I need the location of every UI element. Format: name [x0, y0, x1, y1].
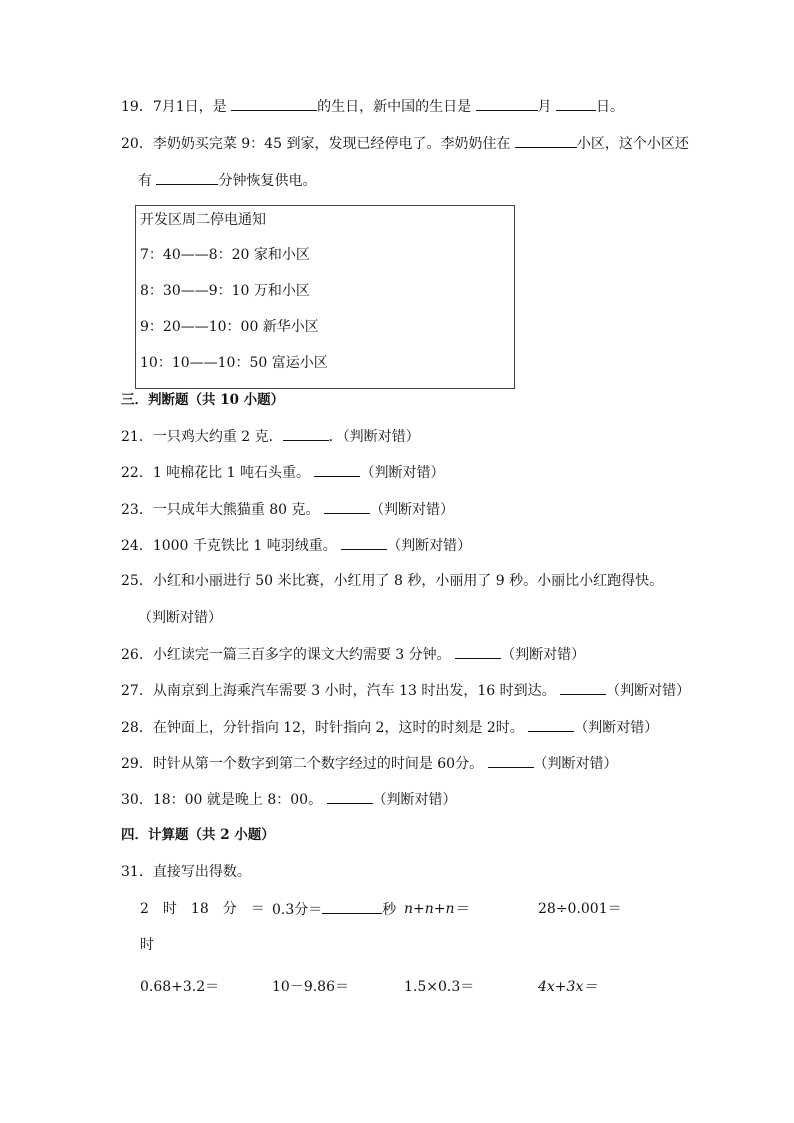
- question-text: 李奶奶买完菜 9：45 到家，发现已经停电了。李奶奶住在: [152, 136, 515, 152]
- question-text: 直接写出得数。: [152, 864, 251, 880]
- question-suffix: （判断对错）: [606, 683, 691, 699]
- question-text: 一只成年大熊猫重 80 克。: [152, 502, 324, 518]
- calc-item: 0.68+3.2＝: [140, 979, 220, 995]
- question-suffix: ．（判断对错）: [328, 429, 420, 445]
- question-text: 1 吨棉花比 1 吨石头重。: [152, 465, 315, 481]
- answer-blank[interactable]: [231, 96, 317, 111]
- answer-blank[interactable]: [515, 133, 577, 148]
- question-29: [121, 753, 618, 774]
- question-text: 小红和小丽进行 50 米比赛，小红用了 8 秒，小丽用了 9 秒。小丽比小红跑得快。: [152, 573, 664, 589]
- question-31: [121, 862, 251, 882]
- calc-item: 2 时 18 分 ＝: [140, 901, 265, 917]
- question-28: [121, 717, 658, 738]
- calc-item: n+n+n＝: [404, 901, 469, 917]
- answer-blank[interactable]: [528, 717, 574, 732]
- question-text: 的生日，新中国的生日是: [317, 99, 476, 115]
- question-24: [121, 535, 471, 556]
- question-number: 30．: [121, 792, 153, 808]
- notice-row: 7：40——8：20 家和小区: [140, 247, 310, 263]
- question-number: 27．: [121, 683, 153, 699]
- question-21: [121, 426, 420, 447]
- answer-blank[interactable]: [283, 426, 329, 441]
- question-20: [121, 133, 689, 154]
- question-suffix: （判断对错）: [501, 647, 586, 663]
- answer-blank[interactable]: [322, 899, 382, 914]
- calc-item: 28÷0.001＝: [538, 901, 622, 917]
- answer-blank[interactable]: [341, 535, 387, 550]
- calc-item: 4x+3x＝: [538, 979, 598, 995]
- question-number: 31．: [121, 864, 153, 880]
- notice-row: 9：20——10：00 新华小区: [140, 319, 319, 335]
- question-suffix: （判断对错）: [138, 610, 222, 626]
- power-outage-notice: [135, 205, 515, 389]
- question-text: 分钟恢复供电。: [218, 173, 317, 189]
- question-text: 从南京到上海乘汽车需要 3 小时，汽车 13 时出发，16 时到达。: [152, 683, 561, 699]
- question-text: 日。: [596, 99, 624, 115]
- calc-text: 0.3分＝: [272, 902, 323, 918]
- question-number: 22．: [121, 465, 153, 481]
- question-text: 月: [537, 99, 556, 115]
- answer-blank[interactable]: [455, 644, 501, 659]
- question-25: [121, 571, 663, 591]
- question-text: 小红读完一篇三百多字的课文大约需要 3 分钟。: [152, 647, 456, 663]
- question-number: 21．: [121, 429, 153, 445]
- calc-text: 秒: [382, 902, 397, 918]
- question-text: 18：00 就是晚上 8：00。: [152, 792, 327, 808]
- question-suffix: （判断对错）: [372, 792, 457, 808]
- answer-blank[interactable]: [560, 680, 606, 695]
- question-27: [121, 680, 690, 701]
- answer-blank[interactable]: [156, 170, 218, 185]
- question-text: 1000 千克铁比 1 吨羽绒重。: [152, 538, 342, 554]
- answer-blank[interactable]: [324, 499, 370, 514]
- notice-row: 10：10——10：50 富运小区: [140, 355, 328, 371]
- notice-title: 开发区周二停电通知: [140, 212, 266, 228]
- question-20-cont: [138, 170, 316, 191]
- question-23: [121, 499, 454, 520]
- question-number: 19．: [121, 99, 153, 115]
- notice-row: 8：30——9：10 万和小区: [140, 283, 310, 299]
- question-text: 小区，这个小区还: [576, 136, 689, 152]
- question-number: 29．: [121, 756, 153, 772]
- answer-blank[interactable]: [488, 753, 534, 768]
- question-suffix: （判断对错）: [370, 502, 454, 518]
- question-30: [121, 789, 457, 810]
- question-22: [121, 462, 444, 483]
- question-number: 24．: [121, 538, 153, 554]
- question-number: 26．: [121, 647, 153, 663]
- question-26: [121, 644, 585, 665]
- question-text: 7月1日，是: [152, 99, 232, 115]
- question-text: 有: [138, 173, 157, 189]
- calc-item: [272, 899, 396, 920]
- question-number: 23．: [121, 502, 153, 518]
- question-suffix: （判断对错）: [360, 465, 445, 481]
- question-25-cont: [138, 608, 222, 628]
- answer-blank[interactable]: [314, 462, 360, 477]
- section-heading: 四．计算题（共 2 小题）: [121, 827, 275, 843]
- question-text: 在钟面上，分针指向 12，时针指向 2，这时的时刻是 2时。: [152, 720, 529, 736]
- question-number: 28．: [121, 720, 153, 736]
- section-heading: 三．判断题（共 10 小题）: [121, 392, 285, 408]
- answer-blank[interactable]: [476, 96, 538, 111]
- calc-item: 10－9.86＝: [272, 979, 349, 995]
- question-text: 一只鸡大约重 2 克．: [152, 429, 283, 445]
- answer-blank[interactable]: [327, 789, 373, 804]
- question-text: 时针从第一个数字到第二个数字经过的时间是 60分。: [152, 756, 488, 772]
- answer-blank[interactable]: [556, 96, 596, 111]
- question-number: 20．: [121, 136, 153, 152]
- question-suffix: （判断对错）: [574, 720, 659, 736]
- question-suffix: （判断对错）: [533, 756, 618, 772]
- question-number: 25．: [121, 573, 153, 589]
- calc-item: 1.5×0.3＝: [404, 979, 475, 995]
- question-19: [121, 96, 624, 117]
- calc-item-cont: 时: [140, 937, 154, 953]
- question-suffix: （判断对错）: [387, 538, 472, 554]
